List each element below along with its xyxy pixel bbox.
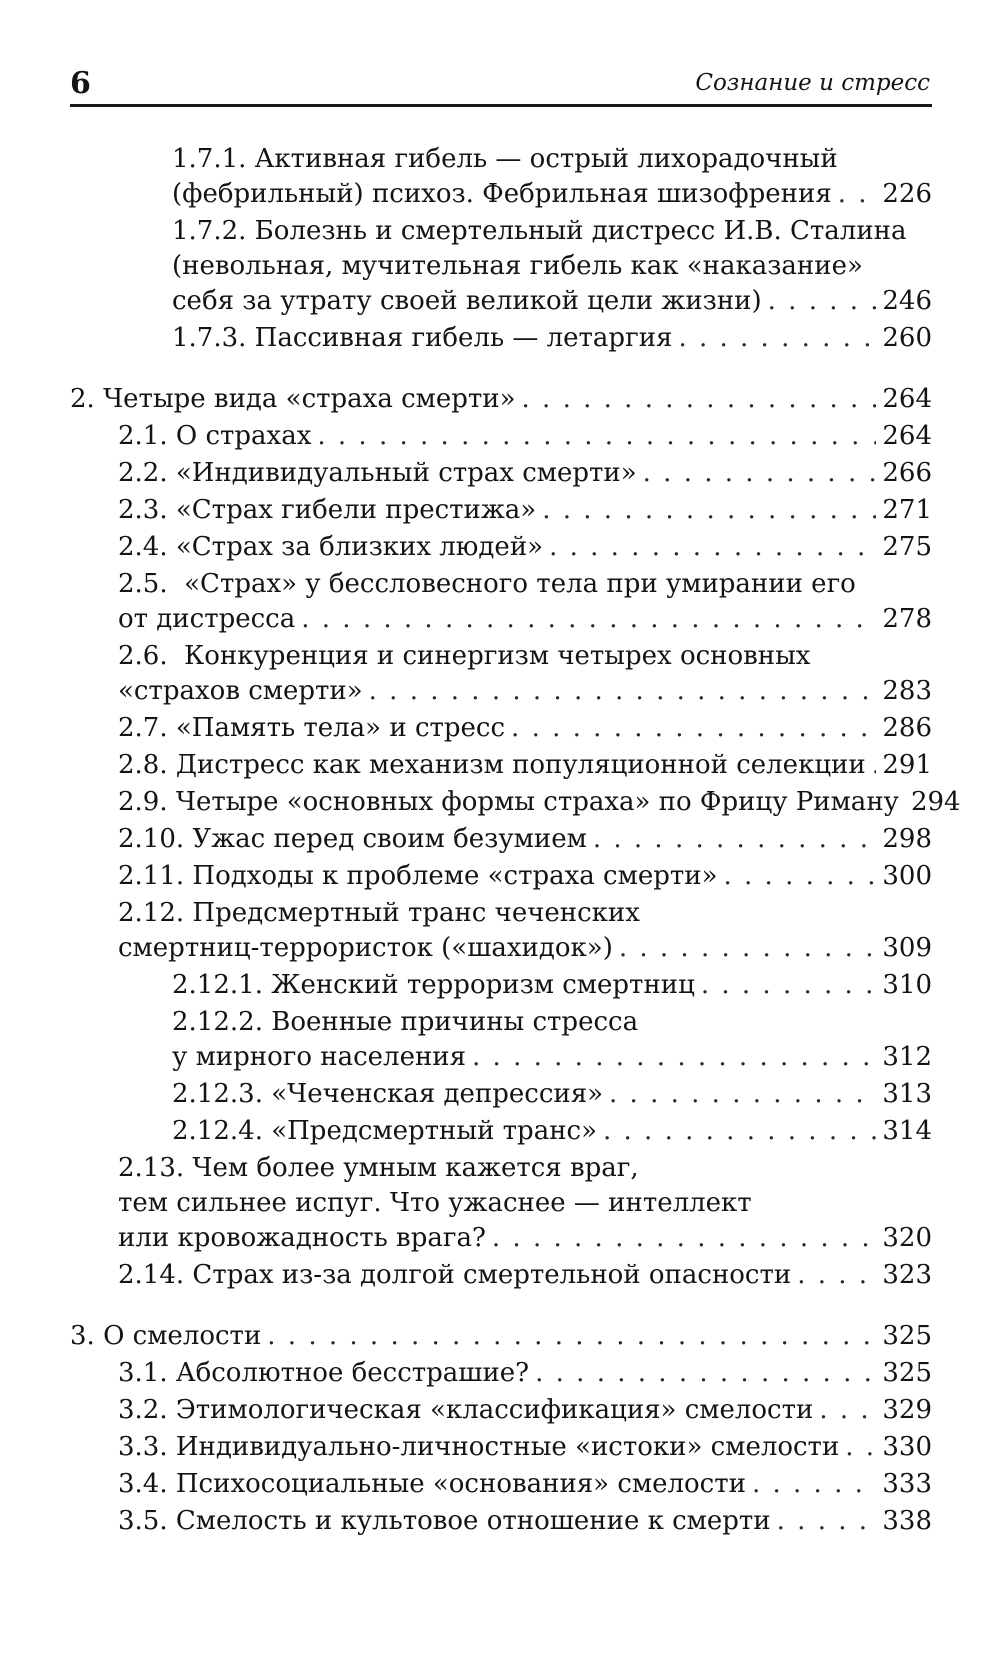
toc-entry xyxy=(70,382,934,417)
toc-entry-text: 2.8. Дистресс как механизм популяционной селекции xyxy=(118,750,866,780)
dot-leader xyxy=(845,1430,876,1465)
toc-entry xyxy=(118,859,934,894)
toc-entry xyxy=(70,1319,934,1354)
dot-leader xyxy=(535,1356,876,1391)
dot-leader xyxy=(752,1467,876,1502)
dot-leader xyxy=(643,456,877,491)
toc-entry-text: тем сильнее испуг. Что ужаснее — интеллект xyxy=(118,1188,752,1218)
dot-leader xyxy=(819,1393,876,1428)
dot-leader xyxy=(609,1077,876,1112)
toc-entry xyxy=(172,1005,934,1075)
dot-leader xyxy=(267,1319,876,1354)
toc-page-number: 264 xyxy=(882,384,932,414)
toc-page-number: 338 xyxy=(882,1506,932,1536)
toc-entry-text: 2. Четыре вида «страха смерти» xyxy=(70,384,516,414)
toc-page-number: 314 xyxy=(882,1116,932,1146)
dot-leader xyxy=(797,1258,876,1293)
toc-entry xyxy=(118,456,934,491)
toc-entry-text: 3.2. Этимологическая «классификация» смелости xyxy=(118,1395,814,1425)
toc-entry xyxy=(118,1504,934,1539)
running-title: Сознание и стресс xyxy=(695,70,930,96)
toc-entry-text: 2.7. «Память тела» и стресс xyxy=(118,713,506,743)
toc-entry xyxy=(118,896,934,966)
toc-entry-text: 2.12.3. «Чеченская депрессия» xyxy=(172,1079,604,1109)
toc-entry-text: 2.2. «Индивидуальный страх смерти» xyxy=(118,458,637,488)
toc-entry xyxy=(172,1077,934,1112)
toc-entry xyxy=(118,1151,934,1256)
toc-page-number: 260 xyxy=(882,323,932,353)
dot-leader xyxy=(723,859,876,894)
toc-entry xyxy=(172,321,934,356)
toc-entry-text: у мирного населения xyxy=(172,1042,467,1072)
toc-page-number: 330 xyxy=(882,1432,932,1462)
toc-page-number: 283 xyxy=(882,676,932,706)
toc-entry-text: от дистресса xyxy=(118,604,296,634)
toc-entry-text: 1.7.2. Болезнь и смертельный дистресс И.В. Сталина xyxy=(172,216,907,246)
toc-entry xyxy=(172,1114,934,1149)
toc-entry-text: 2.9. Четыре «основных формы страха» по Фрицу Риману xyxy=(118,787,899,817)
toc-page-number: 271 xyxy=(882,495,932,525)
toc-page-number: 329 xyxy=(882,1395,932,1425)
toc-entry-text: 3.4. Психосоциальные «основания» смелости xyxy=(118,1469,746,1499)
dot-leader xyxy=(619,931,877,966)
toc-entry-text: 2.13. Чем более умным кажется враг, xyxy=(118,1153,639,1183)
toc-page-number: 309 xyxy=(882,933,932,963)
dot-leader xyxy=(838,177,877,212)
dot-leader xyxy=(492,1221,876,1256)
toc-entry-text: 2.3. «Страх гибели престижа» xyxy=(118,495,537,525)
toc-entry-text: смертниц-террористок («шахидок») xyxy=(118,933,613,963)
toc-entry xyxy=(118,711,934,746)
toc-entry xyxy=(172,968,934,1003)
toc-entry xyxy=(118,822,934,857)
toc-entry xyxy=(172,142,934,212)
toc-entry xyxy=(118,639,934,709)
table-of-contents xyxy=(0,142,1000,1541)
toc-entry-text: 2.14. Страх из-за долгой смертельной опасности xyxy=(118,1260,792,1290)
toc-entry-text: 2.11. Подходы к проблеме «страха смерти» xyxy=(118,861,718,891)
toc-entry xyxy=(118,493,934,528)
toc-page-number: 298 xyxy=(882,824,932,854)
toc-entry xyxy=(118,1393,934,1428)
toc-entry-text: «страхов смерти» xyxy=(118,676,363,706)
dot-leader xyxy=(511,711,876,746)
toc-page-number: 264 xyxy=(882,421,932,451)
toc-entry xyxy=(118,567,934,637)
dot-leader xyxy=(768,284,877,319)
toc-entry-text: 1.7.3. Пассивная гибель — летаргия xyxy=(172,323,673,353)
toc-entry-text: 3. О смелости xyxy=(70,1321,262,1351)
dot-leader xyxy=(317,419,876,454)
dot-leader xyxy=(542,493,876,528)
toc-entry xyxy=(118,748,934,783)
dot-leader xyxy=(777,1504,877,1539)
toc-page-number: 278 xyxy=(882,604,932,634)
dot-leader xyxy=(701,968,877,1003)
dot-leader xyxy=(369,674,877,709)
toc-entry-text: (невольная, мучительная гибель как «наказание» xyxy=(172,251,863,281)
toc-entry xyxy=(172,214,934,319)
page-header xyxy=(70,64,932,107)
dot-leader xyxy=(301,602,876,637)
toc-entry xyxy=(118,530,934,565)
dot-leader xyxy=(872,748,877,783)
toc-page-number: 325 xyxy=(882,1358,932,1388)
toc-entry-text: 2.12.2. Военные причины стресса xyxy=(172,1007,639,1037)
toc-page-number: 294 xyxy=(910,787,961,817)
toc-entry-text: себя за утрату своей великой цели жизни) xyxy=(172,286,762,316)
toc-entry-text: (фебрильный) психоз. Фебрильная шизофрения xyxy=(172,179,832,209)
dot-leader xyxy=(678,321,876,356)
toc-entry xyxy=(118,1467,934,1502)
toc-entry-text: 2.4. «Страх за близких людей» xyxy=(118,532,544,562)
toc-entry xyxy=(118,1258,934,1293)
toc-page-number: 266 xyxy=(882,458,932,488)
toc-page-number: 291 xyxy=(882,750,932,780)
toc-page-number: 333 xyxy=(882,1469,932,1499)
toc-entry-text: 2.12. Предсмертный транс чеченских xyxy=(118,898,640,928)
toc-page-number: 325 xyxy=(882,1321,932,1351)
toc-page-number: 312 xyxy=(882,1042,932,1072)
toc-entry-text: 2.10. Ужас перед своим безумием xyxy=(118,824,587,854)
dot-leader xyxy=(472,1040,876,1075)
toc-entry-text: 2.12.4. «Предсмертный транс» xyxy=(172,1116,597,1146)
toc-page-number: 226 xyxy=(882,179,932,209)
toc-entry-text: 3.5. Смелость и культовое отношение к смерти xyxy=(118,1506,771,1536)
toc-entry-text: 2.1. О страхах xyxy=(118,421,312,451)
toc-entry xyxy=(118,1430,934,1465)
dot-leader xyxy=(522,382,877,417)
toc-entry-text: 2.5. «Страх» у бессловесного тела при умирании его xyxy=(118,569,856,599)
toc-entry-text: 2.6. Конкуренция и синергизм четырех основных xyxy=(118,641,811,671)
toc-page-number: 286 xyxy=(882,713,932,743)
toc-page-number: 320 xyxy=(882,1223,932,1253)
dot-leader xyxy=(603,1114,876,1149)
toc-page-number: 300 xyxy=(882,861,932,891)
toc-entry xyxy=(118,1356,934,1391)
toc-entry xyxy=(118,419,934,454)
toc-entry-text: 3.1. Абсолютное бесстрашие? xyxy=(118,1358,530,1388)
toc-entry-text: 2.12.1. Женский терроризм смертниц xyxy=(172,970,695,1000)
toc-page-number: 323 xyxy=(882,1260,932,1290)
toc-page-number: 313 xyxy=(882,1079,932,1109)
page-number: 6 xyxy=(70,66,91,101)
toc-entry-text: или кровожадность врага? xyxy=(118,1223,486,1253)
toc-page-number: 275 xyxy=(882,532,932,562)
dot-leader xyxy=(549,530,876,565)
toc-page-number: 310 xyxy=(882,970,932,1000)
toc-entry xyxy=(118,785,961,820)
dot-leader xyxy=(593,822,877,857)
toc-page-number: 246 xyxy=(882,286,932,316)
toc-entry-text: 1.7.1. Активная гибель — острый лихорадочный xyxy=(172,144,838,174)
toc-entry-text: 3.3. Индивидуально-личностные «истоки» смелости xyxy=(118,1432,840,1462)
